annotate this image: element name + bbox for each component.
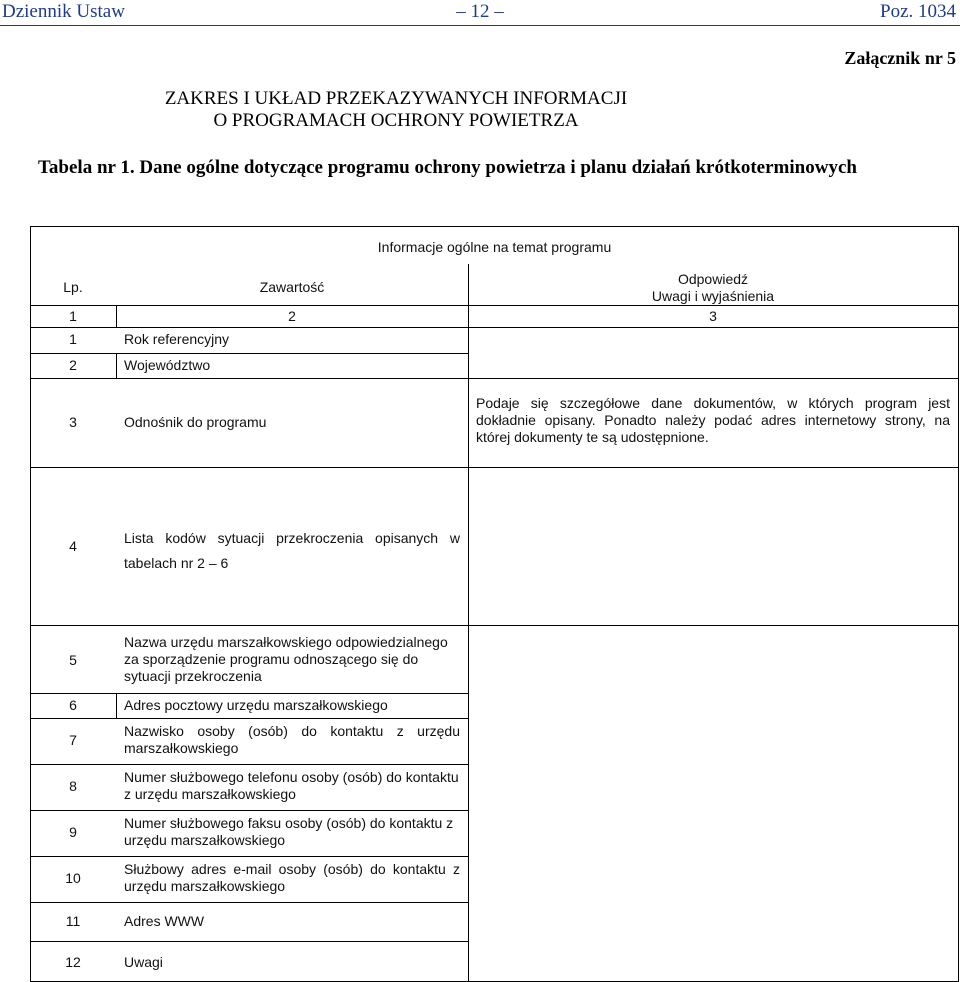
row-content: Lista kodów sytuacji przekroczenia opisanych w tabelach nr 2 – 6 (124, 530, 460, 571)
row-lp: 10 (65, 870, 81, 886)
row-content: Służbowy adres e-mail osoby (osób) do kontaktu z urzędu marszałkowskiego (124, 861, 460, 894)
row-content: Adres WWW (124, 913, 205, 929)
row-lp: 8 (69, 778, 77, 794)
table-rule (30, 810, 468, 811)
table-border-top (30, 226, 959, 227)
row-content: Numer służbowego faksu osoby (osób) do kontaktu z urzędu marszałkowskiego (124, 815, 454, 848)
row-content: Nazwisko osoby (osób) do kontaktu z urzędu marszałkowskiego (124, 723, 460, 756)
page-number: – 12 – (456, 1, 504, 22)
group-header: Informacje ogólne na temat programu (377, 239, 612, 255)
table-rule (30, 378, 959, 379)
table-col-rule (116, 353, 117, 378)
table-rule (30, 856, 468, 857)
row-notes: Podaje się szczegółowe dane dokumentów, w których program jest dokładnie opisany. Ponadto należy podać adres internetowy strony, na której dokumenty te są udostępnione. (476, 395, 950, 445)
journal-name: Dziennik Ustaw (2, 1, 125, 22)
row-lp: 2 (69, 357, 77, 373)
table-rule (30, 305, 959, 306)
row-lp: 7 (69, 732, 77, 748)
table-rule (30, 718, 468, 719)
table-rule (30, 467, 959, 468)
title-line-1: ZAKRES I UKŁAD PRZEKAZYWANYCH INFORMACJI (164, 88, 628, 109)
col-header-answer-line2: Uwagi i wyjaśnienia (651, 288, 775, 304)
position-number: Poz. 1034 (880, 1, 956, 22)
row-lp: 5 (69, 652, 77, 668)
table-rule (30, 764, 468, 765)
row-lp: 4 (69, 538, 77, 554)
row-content: Numer służbowego telefonu osoby (osób) do kontaktu z urzędu marszałkowskiego (124, 769, 459, 802)
col-number-2: 2 (288, 308, 296, 324)
row-lp: 12 (65, 954, 81, 970)
row-content: Adres pocztowy urzędu marszałkowskiego (124, 697, 388, 713)
table-col-rule (468, 264, 469, 982)
row-lp: 1 (69, 331, 77, 347)
row-lp: 3 (69, 414, 77, 430)
table-rule (30, 902, 468, 903)
row-lp: 6 (69, 697, 77, 713)
row-lp: 11 (65, 913, 81, 929)
table-caption: Tabela nr 1. Dane ogólne dotyczące programu ochrony powietrza i planu działań krótkoterminowych (38, 157, 857, 178)
table-rule (30, 327, 959, 328)
row-content: Nazwa urzędu marszałkowskiego odpowiedzialnego za sporządzenie programu odnoszącego się do sytuacji przekroczenia (124, 634, 448, 684)
col-number-1: 1 (69, 308, 77, 324)
annex-label: Załącznik nr 5 (844, 48, 956, 68)
row-lp: 9 (69, 824, 77, 840)
row-content: Odnośnik do programu (124, 414, 267, 430)
table-col-rule (116, 693, 117, 718)
title-line-2: O PROGRAMACH OCHRONY POWIETRZA (213, 110, 579, 131)
col-header-answer-line1: Odpowiedź (677, 271, 749, 287)
row-content: Uwagi (124, 954, 163, 970)
table-rule (30, 353, 468, 354)
row-content: Rok referencyjny (124, 331, 230, 347)
table-border-right (958, 226, 959, 982)
table-rule (30, 941, 468, 942)
col-number-3: 3 (709, 308, 717, 324)
col-header-content: Zawartość (259, 279, 325, 295)
table-rule (30, 693, 468, 694)
col-header-answer (468, 271, 958, 305)
col-header-lp: Lp. (63, 279, 83, 295)
table-rule (30, 625, 959, 626)
row-content: Województwo (124, 357, 211, 373)
